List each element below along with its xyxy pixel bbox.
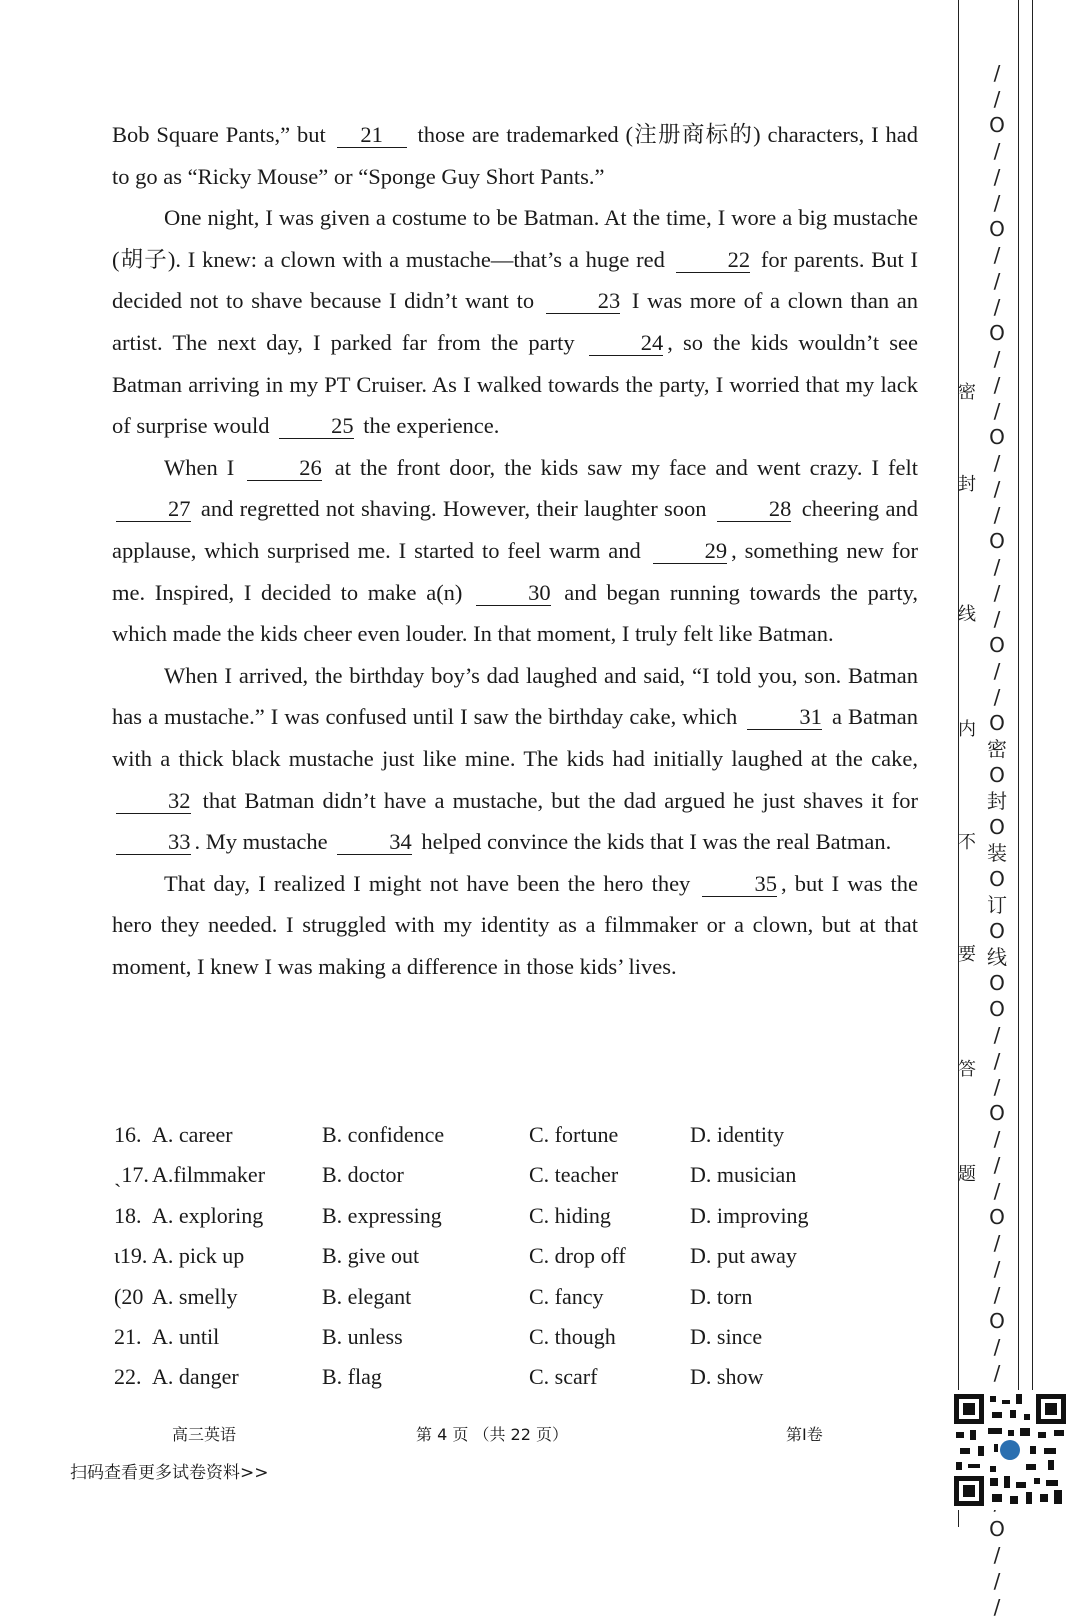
option-c[interactable]: C. though (529, 1323, 616, 1349)
cloze-blank: 26 (247, 456, 322, 481)
seal-mark: / (993, 1283, 1001, 1307)
binding-line (1018, 0, 1019, 1390)
option-a[interactable]: A. career (152, 1122, 233, 1147)
seal-mark: / (993, 503, 1001, 527)
option-c[interactable]: C. drop off (529, 1243, 626, 1269)
passage-paragraph (112, 447, 918, 655)
answer-options (114, 1116, 874, 1399)
passage-text: those are trademarked (注册商标的) characters, I had to go as “Ricky Mouse” or “Sponge Guy Short Pants.” (112, 122, 918, 189)
cloze-blank: 28 (717, 497, 792, 522)
seal-mark: / (993, 659, 1001, 683)
seal-mark: / (993, 581, 1001, 605)
passage-paragraph (112, 655, 918, 863)
option-a[interactable]: A.filmmaker (152, 1162, 266, 1188)
seal-mark: O (989, 633, 1005, 657)
question-row (114, 1318, 874, 1358)
seal-mark: 订 (987, 893, 1007, 917)
question-number: 18. (114, 1202, 142, 1228)
seal-mark: O (989, 1205, 1005, 1229)
footer-volume: 第I卷 (786, 1425, 823, 1444)
option-d[interactable]: D. put away (690, 1243, 797, 1269)
option-d[interactable]: D. torn (690, 1283, 753, 1309)
seal-mark: / (993, 61, 1001, 85)
passage-text: at the front door, the kids saw my face and went crazy. I felt (325, 454, 918, 480)
binding-line (1032, 0, 1033, 1390)
cloze-blank: 25 (279, 414, 354, 439)
seal-mark: O (989, 425, 1005, 449)
option-c[interactable]: C. fancy (529, 1283, 604, 1309)
option-d[interactable]: D. show (690, 1364, 764, 1390)
option-b[interactable]: B. elegant (322, 1283, 412, 1309)
option-a[interactable]: A. smelly (152, 1283, 238, 1309)
option-d[interactable]: D. improving (690, 1202, 809, 1228)
cloze-blank: 27 (116, 497, 191, 522)
binding-notice-char: 内 (958, 719, 976, 740)
seal-mark: O (989, 971, 1005, 995)
binding-notice-char: 题 (958, 1164, 976, 1185)
qr-code-icon[interactable] (950, 1390, 1070, 1510)
seal-mark: / (993, 477, 1001, 501)
cloze-blank: 29 (653, 539, 728, 564)
passage-text: a Batman with a thick black mustache just like mine. The kids had initially laughed at the cake, (112, 704, 918, 771)
seal-mark: O (989, 763, 1005, 787)
cloze-blank: 30 (476, 581, 551, 606)
question-row (114, 1237, 874, 1277)
seal-mark: / (993, 1179, 1001, 1203)
seal-mark: O (989, 217, 1005, 241)
cloze-blank: 35 (702, 872, 777, 897)
passage-text: , but I was the hero they needed. I struggled with my identity as a filmmaker or a clown, but at that moment, I knew I was making a difference in those kids’ lives. (112, 870, 918, 979)
option-a[interactable]: A. pick up (152, 1243, 245, 1269)
seal-mark: / (993, 1075, 1001, 1099)
seal-line-marks (985, 60, 1009, 1620)
passage-text: the experience. (357, 413, 500, 439)
passage-paragraph (112, 114, 918, 197)
seal-mark: / (993, 451, 1001, 475)
option-a[interactable]: A. exploring (152, 1202, 264, 1228)
question-number: ɩ19. (114, 1243, 148, 1269)
option-c[interactable]: C. scarf (529, 1364, 598, 1390)
option-b[interactable]: B. confidence (322, 1122, 445, 1147)
seal-mark: / (993, 269, 1001, 293)
question-row (114, 1156, 874, 1196)
passage-paragraph (112, 197, 918, 447)
passage-text: and began running towards the party, which made the kids cheer even louder. In that moment, I truly felt like Batman. (112, 579, 918, 647)
seal-mark: / (993, 399, 1001, 423)
seal-mark: / (993, 1231, 1001, 1255)
cloze-blank: 22 (676, 248, 751, 273)
passage-text: cheering and applause, which surprised me. I started to feel warm and (112, 496, 918, 563)
passage-text: . My mustache (194, 829, 334, 855)
passage-text: helped convince the kids that I was the real Batman. (415, 829, 892, 855)
question-number: 21. (114, 1323, 142, 1349)
seal-mark: O (989, 711, 1005, 735)
seal-mark: / (993, 295, 1001, 319)
option-c[interactable]: C. fortune (529, 1122, 619, 1147)
seal-mark: / (993, 685, 1001, 709)
option-b[interactable]: B. doctor (322, 1162, 404, 1188)
seal-mark: O (989, 1101, 1005, 1125)
cloze-blank: 34 (337, 830, 412, 855)
option-b[interactable]: B. flag (322, 1364, 382, 1390)
seal-mark: 装 (987, 841, 1007, 865)
seal-mark: / (993, 1335, 1001, 1359)
seal-mark: 密 (987, 737, 1007, 761)
passage-text: , something new for me. Inspired, I decided to make a(n) (112, 537, 919, 605)
seal-mark: / (993, 555, 1001, 579)
seal-mark: / (993, 1153, 1001, 1177)
cloze-blank: 32 (116, 789, 191, 814)
passage-text: I was more of a clown than an artist. The next day, I parked far from the party (112, 288, 919, 355)
cloze-blank: 23 (546, 289, 621, 314)
seal-mark: O (989, 1517, 1005, 1541)
binding-notice-char: 封 (958, 474, 976, 495)
seal-mark: / (993, 607, 1001, 631)
binding-notice-char: 答 (958, 1059, 976, 1080)
seal-mark: / (993, 1543, 1001, 1567)
seal-mark: / (993, 1049, 1001, 1073)
cloze-passage (112, 114, 918, 987)
passage-text: That day, I realized I might not have been the hero they (164, 870, 699, 896)
passage-paragraph (112, 863, 918, 988)
seal-mark: / (993, 1257, 1001, 1281)
option-c[interactable]: C. hiding (529, 1202, 611, 1228)
seal-mark: / (993, 1361, 1001, 1385)
passage-text: Bob Square Pants,” but (112, 122, 333, 147)
scan-prompt[interactable]: 扫码查看更多试卷资料>> (70, 1463, 269, 1483)
question-number: ˎ17. (114, 1162, 149, 1188)
seal-mark: / (993, 373, 1001, 397)
footer-page-number: 第 4 页 （共 22 页） (416, 1425, 568, 1444)
binding-notice-char: 密 (958, 382, 976, 403)
seal-mark: O (989, 321, 1005, 345)
passage-text: , so the kids wouldn’t see Batman arriving in my PT Cruiser. As I walked towards the party, I worried that my lack of surprise would (112, 329, 918, 439)
cloze-blank: 31 (747, 705, 822, 730)
seal-mark: O (989, 997, 1005, 1021)
seal-mark: / (993, 139, 1001, 163)
passage-text: and regretted not shaving. However, their laughter soon (194, 496, 713, 522)
seal-mark: / (993, 191, 1001, 215)
passage-text: that Batman didn’t have a mustache, but the dad argued he just shaves it for (194, 787, 918, 813)
seal-mark: / (993, 1127, 1001, 1151)
seal-mark: O (989, 815, 1005, 839)
question-number: 22. (114, 1364, 142, 1390)
cloze-blank: 21 (337, 123, 407, 148)
seal-mark: O (989, 1309, 1005, 1333)
binding-notice-char: 不 (958, 832, 976, 853)
passage-text: When I arrived, the birthday boy’s dad laughed and said, “I told you, son. Batman has a mustache.” I was confused until I saw the birthday cake, which (112, 662, 918, 730)
question-row (114, 1116, 874, 1156)
seal-mark: / (993, 165, 1001, 189)
option-b[interactable]: B. expressing (322, 1202, 442, 1228)
seal-mark: / (993, 243, 1001, 267)
passage-text: One night, I was given a costume to be Batman. At the time, I wore a big mustache (胡子). I knew: a clown with a mustache—that’s a huge red (112, 205, 918, 272)
seal-mark: 线 (987, 945, 1007, 969)
footer-subject: 高三英语 (172, 1425, 237, 1444)
cloze-blank: 24 (589, 331, 664, 356)
question-row (114, 1278, 874, 1318)
seal-mark: O (989, 113, 1005, 137)
option-d[interactable]: D. since (690, 1323, 763, 1349)
passage-text: When I (164, 454, 244, 480)
seal-mark: / (993, 87, 1001, 111)
binding-notice-char: 要 (958, 944, 976, 965)
seal-mark: / (993, 347, 1001, 371)
seal-mark: O (989, 867, 1005, 891)
question-number: 16. (114, 1122, 142, 1147)
question-number: (20 (114, 1283, 144, 1309)
seal-mark: 封 (987, 789, 1007, 813)
seal-mark: O (989, 919, 1005, 943)
passage-text: for parents. But I decided not to shave because I didn’t want to (112, 246, 918, 314)
binding-notice-char: 线 (958, 604, 976, 625)
option-d[interactable]: D. musician (690, 1162, 797, 1188)
option-b[interactable]: B. unless (322, 1323, 403, 1349)
option-d[interactable]: D. identity (690, 1122, 785, 1147)
option-b[interactable]: B. give out (322, 1243, 420, 1269)
option-a[interactable]: A. danger (152, 1364, 239, 1390)
option-a[interactable]: A. until (152, 1323, 220, 1349)
seal-mark: O (989, 529, 1005, 553)
question-row (114, 1197, 874, 1237)
seal-mark: / (993, 1595, 1001, 1619)
question-row (114, 1358, 874, 1398)
binding-line (958, 0, 959, 1527)
cloze-blank: 33 (116, 830, 191, 855)
option-c[interactable]: C. teacher (529, 1162, 619, 1188)
seal-mark: / (993, 1023, 1001, 1047)
seal-mark: / (993, 1569, 1001, 1593)
